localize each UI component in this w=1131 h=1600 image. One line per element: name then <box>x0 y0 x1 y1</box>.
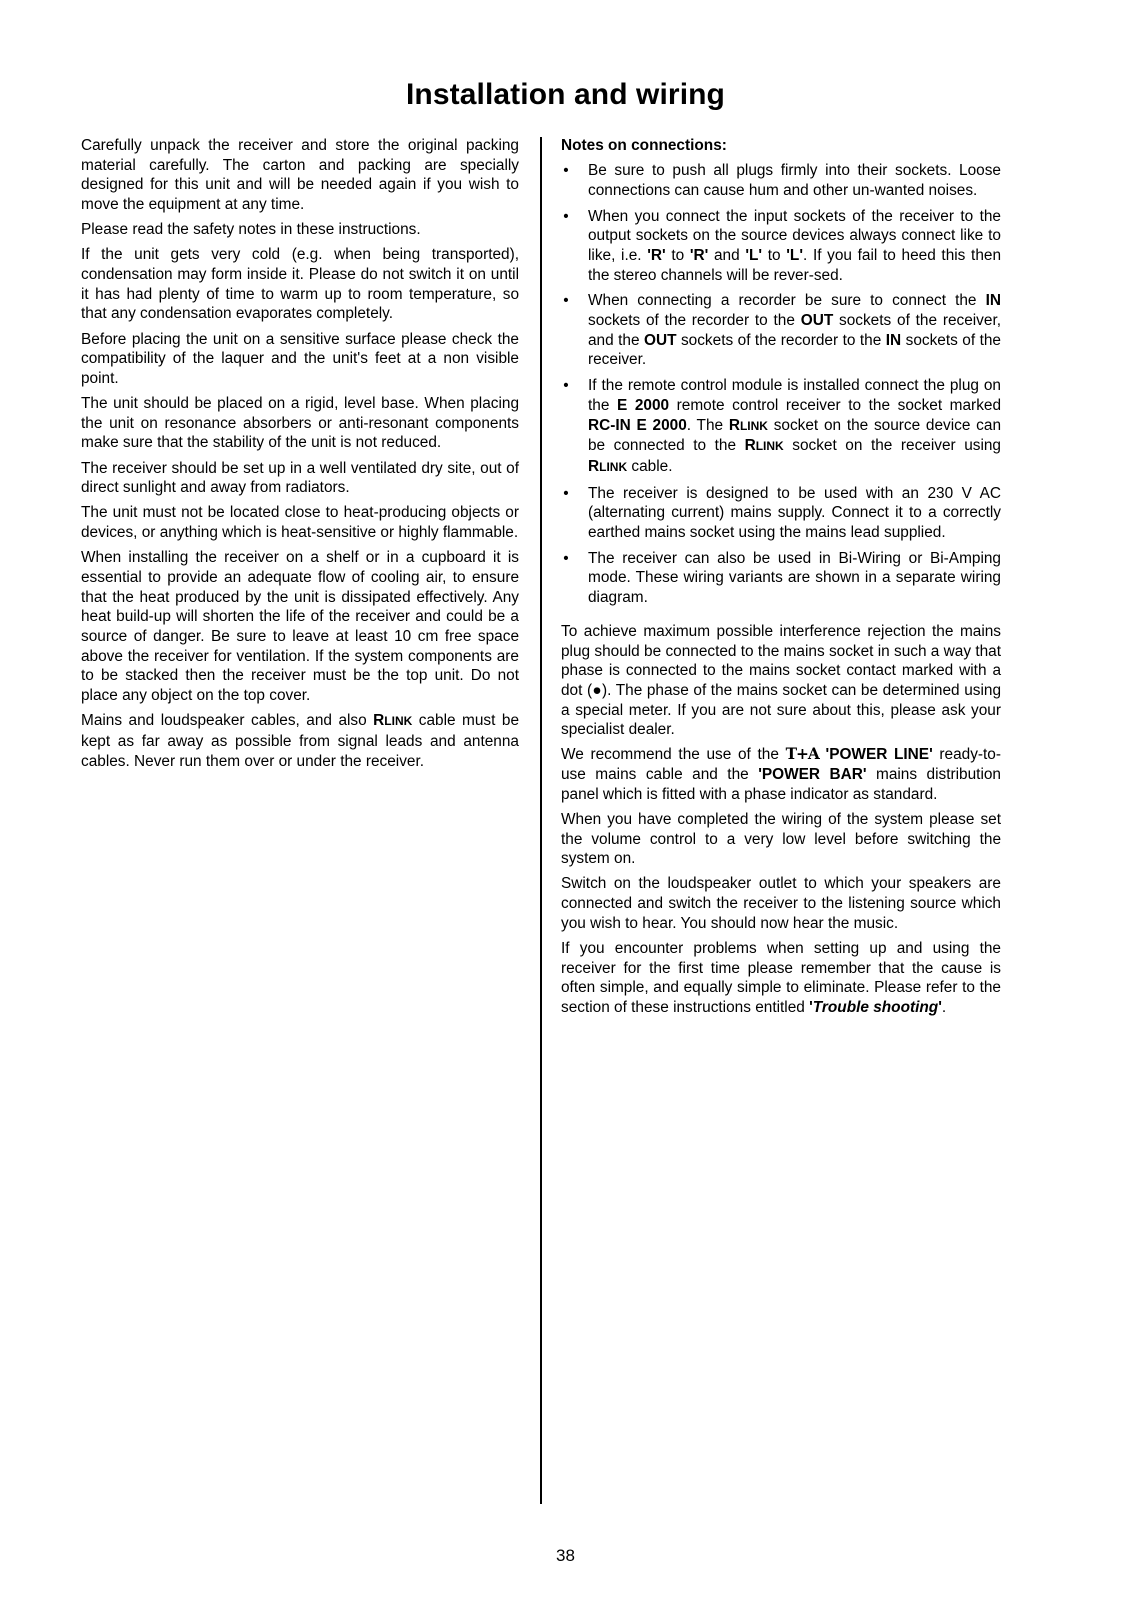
page-title: Installation and wiring <box>406 78 725 111</box>
paragraph-heat: The unit must not be located close to heat-producing objects or devices, or anything which is heat-sensitive or highly flammable. <box>81 504 519 541</box>
paragraph-cables: Mains and loudspeaker cables, and also RLINK cable must be kept as far away as possible from signal leads and antenna cables. Never run them over or under the receiver. <box>81 712 520 770</box>
paragraph-troubleshooting: If you encounter problems when setting up and using the receiver for the first time please remember that the cause is often simple, and equally simple to eliminate. Please refer to the section of these instructions entitled 'Trouble shooting'. <box>561 939 1001 1017</box>
page-number: 38 <box>556 1546 575 1565</box>
rlink-logo: RLINK <box>744 437 784 455</box>
bullet-icon: • <box>563 162 569 180</box>
column-divider <box>540 137 542 1504</box>
rlink-logo: RLINK <box>588 457 628 475</box>
ta-brand-logo: T+A <box>785 745 819 764</box>
rlink-logo: RLINK <box>373 712 413 730</box>
paragraph-base: The unit should be placed on a rigid, level base. When placing the unit on resonance absorbers or anti-resonant components make sure that the stability of the unit is not reduced. <box>81 395 519 452</box>
paragraph-ventilation: When installing the receiver on a shelf or in a cupboard it is essential to provide an adequate flow of cooling air, to ensure that the heat produced by the unit is dissipated effectively. Any heat build-up will shorten the life of the receiver and could be a source of danger. Be sure to leave at least 10 cm free space above the receiver for ventilation. If the system components are to be stacked then the receiver must be the top unit. Do not place any object on the top cover. <box>81 549 519 705</box>
bullet-icon: • <box>563 484 569 502</box>
paragraph-volume: When you have completed the wiring of the system please set the volume control to a very low level before switching the system on. <box>561 810 1001 868</box>
paragraph-unpacking: Carefully unpack the receiver and store the original packing material carefully. The carton and packing are specially designed for this unit and will be needed again if you wish to move the equipment at any time. <box>81 137 519 214</box>
list-item: • The receiver can also be used in Bi-Wiring or Bi-Amping mode. These wiring variants are shown in a separate wiring diagram. <box>561 549 1001 608</box>
list-item: • When connecting a recorder be sure to connect the IN sockets of the recorder to the OUT sockets of the receiver, and the OUT sockets of the recorder to the IN sockets of the receiver. <box>561 291 1001 370</box>
paragraph-phase: To achieve maximum possible interference rejection the mains plug should be connected to the mains socket in such a way that phase is connected to the mains socket contact marked with a dot (●). The phase of the mains socket can be determined using a special meter. If you are not sure about this, please ask your specialist dealer. <box>561 622 1001 739</box>
paragraph-power-line: We recommend the use of the T+A 'POWER LINE' ready-to-use mains cable and the 'POWER BAR' mains distribution panel which is fitted with a phase indicator as standard. <box>561 745 1001 803</box>
bullet-icon: • <box>563 377 569 395</box>
paragraph-site: The receiver should be set up in a well ventilated dry site, out of direct sunlight and away from radiators. <box>81 459 519 497</box>
paragraph-safety-notes: Please read the safety notes in these instructions. <box>81 221 421 239</box>
paragraph-condensation: If the unit gets very cold (e.g. when being transported), condensation may form inside it. Please do not switch it on until it has had plenty of time to warm up to room temperature, so that any condensation evaporates completely. <box>81 246 519 323</box>
list-item: • Be sure to push all plugs firmly into their sockets. Loose connections can cause hum and other un-wanted noises. <box>561 161 1001 200</box>
troubleshooting-reference: Trouble shooting <box>812 999 939 1017</box>
bullet-icon: • <box>563 207 569 225</box>
list-item: • If the remote control module is installed connect the plug on the E 2000 remote control receiver to the socket marked RC-IN E 2000. The RLINK socket on the source device can be connected to the RLINK socket on the receiver using RLINK cable. <box>561 376 1001 478</box>
list-item: • The receiver is designed to be used with an 230 V AC (alternating current) mains supply. Connect it to a correctly earthed mains socket using the mains lead supplied. <box>561 484 1001 543</box>
rlink-logo: RLINK <box>728 416 768 434</box>
right-column <box>561 136 1001 1023</box>
bullet-icon: • <box>563 549 569 567</box>
paragraph-switch-on: Switch on the loudspeaker outlet to which your speakers are connected and switch the receiver to the listening source which you wish to hear. You should now hear the music. <box>561 875 1001 932</box>
left-column <box>81 136 519 777</box>
connection-notes-list <box>561 161 1001 608</box>
notes-heading: Notes on connections: <box>561 137 727 154</box>
paragraph-surface: Before placing the unit on a sensitive surface please check the compatibility of the laquer and the unit's feet at a non visible point. <box>81 330 519 387</box>
list-item: • When you connect the input sockets of the receiver to the output sockets on the source devices always connect like to like, i.e. 'R' to 'R' and 'L' to 'L'. If you fail to heed this then the stereo channels will be rever-sed. <box>561 207 1001 286</box>
bullet-icon: • <box>563 292 569 310</box>
